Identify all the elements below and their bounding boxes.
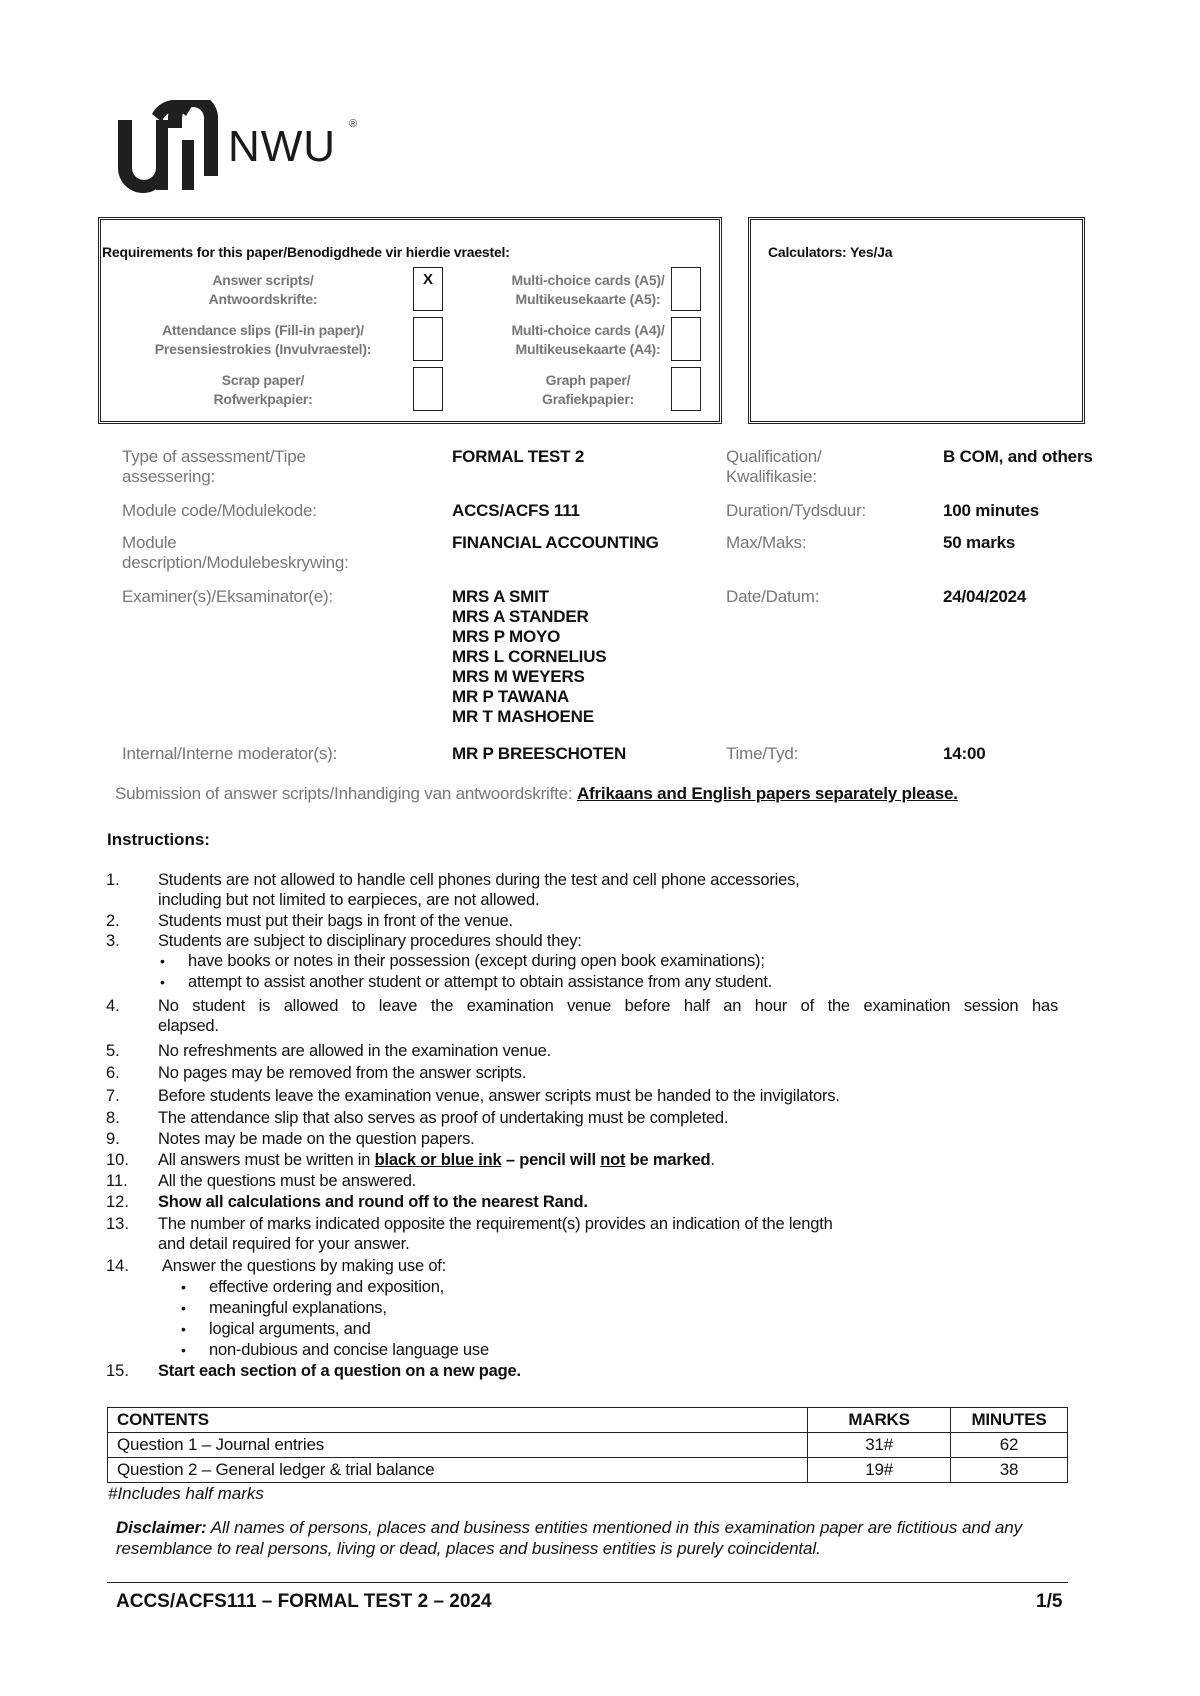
instr-number: 4. <box>106 997 120 1015</box>
time-label: Time/Tyd: <box>726 744 799 763</box>
instr-number: 10. <box>106 1151 129 1169</box>
duration-value: 100 minutes <box>943 501 1040 520</box>
instr-number: 3. <box>106 932 120 950</box>
disclaimer: Disclaimer: All names of persons, places and business entities mentioned in this examination paper are fictitious and any resemblance to real persons, living or dead, places and business entities is purely coincidental. <box>116 1518 1022 1558</box>
instr-number: 2. <box>106 912 120 930</box>
header-marks: MARKS <box>808 1408 951 1433</box>
bullet-icon: • <box>160 953 165 969</box>
moderator-value: MR P BREESCHOTEN <box>452 744 627 763</box>
checkbox-graph-paper[interactable] <box>671 367 701 411</box>
instr-number: 7. <box>106 1087 120 1105</box>
date-label: Date/Datum: <box>726 587 820 606</box>
checkbox-multichoice-a5[interactable] <box>671 267 701 311</box>
instr-15: Start each section of a question on a new page. <box>158 1362 521 1380</box>
instr-number: 6. <box>106 1064 120 1082</box>
instr-2: Students must put their bags in front of the venue. <box>158 912 513 930</box>
req-graph-paper: Graph paper/ Grafiekpapier: <box>541 372 635 407</box>
instr-6: No pages may be removed from the answer scripts. <box>158 1064 527 1082</box>
header-minutes: MINUTES <box>951 1408 1068 1433</box>
module-code-label: Module code/Modulekode: <box>122 501 317 520</box>
instr-11: All the questions must be answered. <box>158 1172 417 1190</box>
header-contents: CONTENTS <box>108 1408 808 1433</box>
req-multichoice-a5: Multi-choice cards (A5)/ Multikeusekaarte (A5): <box>511 272 665 307</box>
registered-mark: ® <box>349 118 358 130</box>
max-label: Max/Maks: <box>726 533 807 552</box>
page-number: 1/5 <box>1036 1591 1063 1612</box>
instr-number: 15. <box>106 1362 129 1380</box>
instr-number: 5. <box>106 1042 120 1060</box>
row-marks: 19# <box>808 1458 951 1483</box>
req-scrap-paper: Scrap paper/ Rofwerkpapier: <box>213 372 313 407</box>
half-marks-note: #Includes half marks <box>108 1484 264 1503</box>
instr-14-bullet: non-dubious and concise language use <box>209 1341 489 1359</box>
moderator-label: Internal/Interne moderator(s): <box>122 744 338 763</box>
row-marks: 31# <box>808 1433 951 1458</box>
req-attendance-slips: Attendance slips (Fill-in paper)/ Presensiestrokies (Invulvraestel): <box>154 322 372 357</box>
instr-8: The attendance slip that also serves as proof of undertaking must be completed. <box>158 1109 729 1127</box>
instr-14-bullet: meaningful explanations, <box>209 1299 387 1317</box>
calculators-label: Calculators: Yes/Ja <box>768 244 893 260</box>
module-desc-label: Module description/Modulebeskrywing: <box>122 533 349 572</box>
time-value: 14:00 <box>943 744 986 763</box>
nwu-logo-icon <box>118 100 218 196</box>
checkbox-answer-scripts[interactable]: X <box>413 267 443 311</box>
instr-14-bullet: effective ordering and exposition, <box>209 1278 445 1296</box>
checkbox-scrap-paper[interactable] <box>413 367 443 411</box>
footer-title: ACCS/ACFS111 – FORMAL TEST 2 – 2024 <box>116 1591 492 1612</box>
table-header-row <box>108 1408 1068 1433</box>
instr-12: Show all calculations and round off to the nearest Rand. <box>158 1193 588 1211</box>
row-minutes: 38 <box>951 1458 1068 1483</box>
bullet-icon: • <box>181 1279 186 1295</box>
requirements-title: Requirements for this paper/Benodigdhede vir hierdie vraestel: <box>102 244 510 260</box>
instr-4: No student is allowed to leave the examination venue before half an hour of the examination session has elapsed. <box>158 997 1058 1035</box>
instr-3-bullet: attempt to assist another student or attempt to obtain assistance from any student. <box>188 973 773 991</box>
contents-table <box>107 1407 1068 1483</box>
row-minutes: 62 <box>951 1433 1068 1458</box>
bullet-icon: • <box>181 1342 186 1358</box>
instr-number: 14. <box>106 1257 129 1275</box>
date-value: 24/04/2024 <box>943 587 1027 606</box>
checkbox-attendance-slips[interactable] <box>413 317 443 361</box>
instr-3-bullet: have books or notes in their possession (except during open book examinations); <box>188 952 765 970</box>
type-label: Type of assessment/Tipe assessering: <box>122 447 306 486</box>
instr-14-bullet: logical arguments, and <box>209 1320 371 1338</box>
examiner-list: MRS A SMIT MRS A STANDER MRS P MOYO MRS L CORNELIUS MRS M WEYERS MR P TAWANA MR T MASHOENE <box>452 587 607 726</box>
qualification-value: B COM, and others <box>943 447 1093 466</box>
module-code-value: ACCS/ACFS 111 <box>452 501 580 520</box>
row-question: Question 1 – Journal entries <box>108 1433 808 1458</box>
bullet-icon: • <box>181 1300 186 1316</box>
checkbox-multichoice-a4[interactable] <box>671 317 701 361</box>
logo-wordmark: NWU <box>228 122 337 171</box>
instr-1: Students are not allowed to handle cell phones during the test and cell phone accessories, including but not limited to earpieces, are not allowed. <box>158 871 800 909</box>
instr-number: 8. <box>106 1109 120 1127</box>
instr-14: Answer the questions by making use of: <box>162 1257 447 1275</box>
duration-label: Duration/Tydsduur: <box>726 501 867 520</box>
instr-number: 12. <box>106 1193 129 1211</box>
submission-value: Afrikaans and English papers separately please. <box>576 784 958 803</box>
req-answer-scripts: Answer scripts/ Antwoordskrifte: <box>208 272 318 307</box>
table-row <box>108 1458 1068 1483</box>
instr-9: Notes may be made on the question papers. <box>158 1130 475 1148</box>
max-value: 50 marks <box>943 533 1016 552</box>
instr-number: 9. <box>106 1130 120 1148</box>
instr-number: 11. <box>106 1172 128 1190</box>
req-multichoice-a4: Multi-choice cards (A4)/ Multikeusekaarte (A4): <box>511 322 665 357</box>
instructions-title: Instructions: <box>107 830 210 849</box>
type-value: FORMAL TEST 2 <box>452 447 585 466</box>
submission-line: Submission of answer scripts/Inhandiging van antwoordskrifte: Afrikaans and English papers separately please. <box>115 784 958 803</box>
bullet-icon: • <box>160 974 165 990</box>
examiner-label: Examiner(s)/Eksaminator(e): <box>122 587 333 606</box>
row-question: Question 2 – General ledger & trial balance <box>108 1458 808 1483</box>
instr-number: 13. <box>106 1215 129 1233</box>
table-row <box>108 1433 1068 1458</box>
bullet-icon: • <box>181 1321 186 1337</box>
instr-3: Students are subject to disciplinary procedures should they: <box>158 932 582 950</box>
instr-7: Before students leave the examination venue, answer scripts must be handed to the invigilators. <box>158 1087 840 1105</box>
instr-10: All answers must be written in black or blue ink – pencil will not be marked. <box>158 1151 715 1169</box>
qualification-label: Qualification/ Kwalifikasie: <box>726 447 822 486</box>
footer-divider <box>107 1582 1068 1583</box>
instr-5: No refreshments are allowed in the examination venue. <box>158 1042 551 1060</box>
instr-number: 1. <box>106 871 120 889</box>
module-desc-value: FINANCIAL ACCOUNTING <box>452 533 659 552</box>
instr-13: The number of marks indicated opposite the requirement(s) provides an indication of the length and detail required for your answer. <box>158 1215 833 1253</box>
